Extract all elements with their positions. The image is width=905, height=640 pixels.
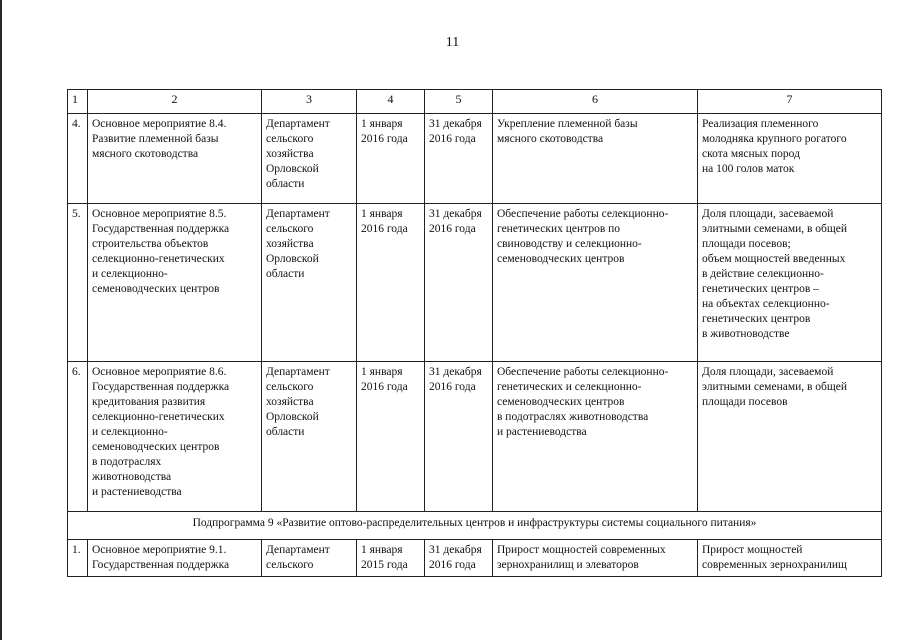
subprogram-row (68, 512, 882, 540)
executor-cell: Департамент сельского хозяйства Орловской области (262, 114, 357, 204)
table-header-row (68, 90, 882, 114)
result-cell: Обеспечение работы селекционно- генетических и селекционно- семеноводческих центров в подотраслях животноводства и растениеводства (493, 362, 698, 512)
result-cell: Укрепление племенной базы мясного скотоводства (493, 114, 698, 204)
page-number: 11 (445, 35, 460, 50)
measure-cell: Основное мероприятие 8.4. Развитие племенной базы мясного скотоводства (88, 114, 262, 204)
start-date-cell: 1 января 2016 года (357, 362, 425, 512)
executor-cell: Департамент сельского (262, 540, 357, 577)
table-row (68, 204, 882, 362)
header-cell: 3 (262, 90, 357, 114)
row-number: 1. (68, 540, 88, 577)
header-cell: 7 (698, 90, 882, 114)
indicator-cell: Доля площади, засеваемой элитными семенами, в общей площади посевов (698, 362, 882, 512)
executor-cell: Департамент сельского хозяйства Орловской области (262, 362, 357, 512)
end-date-cell: 31 декабря 2016 года (425, 540, 493, 577)
end-date-cell: 31 декабря 2016 года (425, 362, 493, 512)
indicator-cell: Прирост мощностей современных зернохранилищ (698, 540, 882, 577)
measure-cell: Основное мероприятие 8.5. Государственная поддержка строительства объектов селекционно-генетических и селекционно- семеноводческих центров (88, 204, 262, 362)
measure-cell: Основное мероприятие 9.1. Государственная поддержка (88, 540, 262, 577)
start-date-cell: 1 января 2015 года (357, 540, 425, 577)
row-number: 5. (68, 204, 88, 362)
header-cell: 1 (68, 90, 88, 114)
header-cell: 2 (88, 90, 262, 114)
row-number: 6. (68, 362, 88, 512)
page-left-edge (0, 0, 2, 640)
header-cell: 4 (357, 90, 425, 114)
measures-table (67, 89, 882, 577)
row-number: 4. (68, 114, 88, 204)
table-row (68, 362, 882, 512)
indicator-cell: Доля площади, засеваемой элитными семенами, в общей площади посевов; объем мощностей введенных в действие селекционно- генетических центров – на объектах селекционно- генетических центров в животноводстве (698, 204, 882, 362)
subprogram-title: Подпрограмма 9 «Развитие оптово-распределительных центров и инфраструктуры системы социального питания» (68, 512, 882, 540)
header-cell: 6 (493, 90, 698, 114)
table-row (68, 114, 882, 204)
start-date-cell: 1 января 2016 года (357, 114, 425, 204)
end-date-cell: 31 декабря 2016 года (425, 114, 493, 204)
table-row (68, 540, 882, 577)
end-date-cell: 31 декабря 2016 года (425, 204, 493, 362)
start-date-cell: 1 января 2016 года (357, 204, 425, 362)
result-cell: Обеспечение работы селекционно- генетических центров по свиноводству и селекционно- семеноводческих центров (493, 204, 698, 362)
header-cell: 5 (425, 90, 493, 114)
indicator-cell: Реализация племенного молодняка крупного рогатого скота мясных пород на 100 голов маток (698, 114, 882, 204)
executor-cell: Департамент сельского хозяйства Орловской области (262, 204, 357, 362)
result-cell: Прирост мощностей современных зернохранилищ и элеваторов (493, 540, 698, 577)
measure-cell: Основное мероприятие 8.6. Государственная поддержка кредитования развития селекционно-генетических и селекционно- семеноводческих центров в подотраслях животноводства и растениеводства (88, 362, 262, 512)
